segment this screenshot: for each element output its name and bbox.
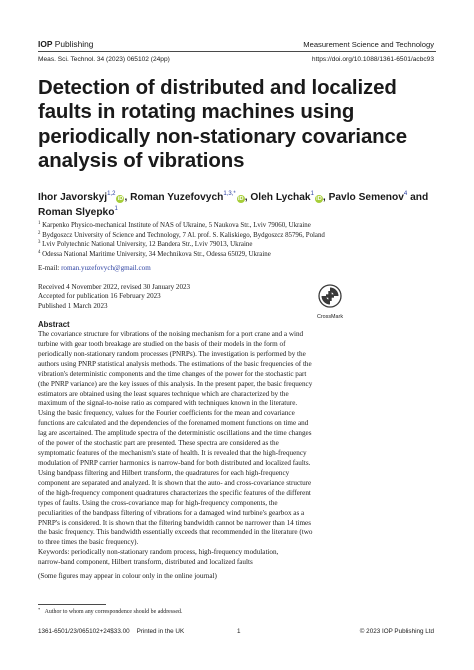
author-affiliation-ref[interactable]: 1,2 [107,191,116,197]
publication-dates [38,283,190,311]
author-name: Roman Yuzefovych [130,192,224,203]
affiliation-item [38,231,458,241]
affiliation-text: Odessa National Maritime University, 34 Mechnikova Str., Odessa 65029, Ukraine [40,251,271,259]
abstract-line: the basic frequency. This bandwidth essentially exceeds that recommended in the literature (two [38,528,313,537]
affiliation-number: 3 [38,240,41,246]
published-date: Published 1 March 2023 [38,301,108,310]
footer-printed: Printed in the UK [136,628,185,635]
author-name: Oleh Lychak [250,192,311,203]
author-affiliation-ref[interactable]: 4 [403,191,408,197]
email-line [38,264,151,272]
author-affiliation-ref[interactable]: 1 [310,191,314,197]
abstract-line: maximum of the signal-to-noise ratio as compared with techniques known in the literature. [38,399,298,408]
journal-name: Measurement Science and Technology [303,40,434,49]
author-name: Pavlo Semenov [328,192,404,203]
author-affiliation-ref[interactable]: 1,3,* [223,191,236,197]
abstract-line: modulation of PNRP carrier harmonics is narrow-band for both distributed and localized faults. [38,458,311,467]
affiliation-number: 2 [38,230,41,236]
orcid-icon[interactable]: iD [316,196,322,202]
keywords-line: narrow-band component, Hilbert transform, distributed and localized faults [38,557,253,566]
abstract-line: lag are ascertained. The amplitude spectra of the deterministic oscillations and the time changes [38,429,312,438]
correspondence-footnote [38,609,182,615]
affiliation-number: 1 [38,221,41,226]
copyright: © 2023 IOP Publishing Ltd [359,628,434,635]
abstract-line: The covariance structure for vibrations of the noising mechanism for a port crane and a wind [38,330,304,338]
affiliation-item [38,250,458,260]
received-date: Received 4 November 2022, revised 30 January 2023 [38,283,191,291]
colour-note: (Some figures may appear in colour only in the online journal) [38,572,217,580]
orcid-icon[interactable]: iD [237,196,244,202]
abstract-line: Using the basic frequency, values for the Fourier coefficients for the mean and covariance [38,409,295,418]
abstract-line: functions are calculated and the dependencies of the forenamed moment functions on time and [38,419,309,428]
footnote-text: Author to whom any correspondence should be addressed. [44,609,183,615]
affiliation-item [38,221,458,231]
crossmark-icon [318,284,342,308]
header-divider [38,51,436,52]
abstract-line: (the PNRP variance) are the key issues of this analysis. In the present paper, the basic frequency [38,379,313,388]
abstract-line: authors using PNRP statistical analysis methods. The estimations of the basic frequencies of the [38,359,312,368]
abstract-line: component are separated and analyzed. It is shown that the auto- and cross-covariance structure [38,478,312,487]
abstract-line: vibration's deterministic components and the time changes of the power for the stochastic part [38,369,307,378]
footnote-divider [38,604,106,605]
footer-issn: 1361-6501/23/065102+24$33.00 Printed in the UK [38,628,185,635]
author-list: Ihor Javorskyj$^{1,2}$iD, Roman Yuzefovych$^{1,3,*}$iD, Oleh Lychak$^1$iD, Pavlo Semenov$^4$ and Roman Slyepko$^1$ [38,191,429,218]
paper-title: Detection of distributed and localized faults in rotating machines using periodically non-stationary covariance analysis of vibrations [38,77,408,173]
keywords-line: Keywords: periodically non-stationary random process, high-frequency modulation, [38,548,279,556]
affiliations [38,221,458,260]
doi-link[interactable]: https://doi.org/10.1088/1361-6501/acbc93 [311,56,434,63]
page-number: 1 [237,628,241,635]
abstract-line: peculiarities of the bandpass filtering of vibrations for a damaged wind turbine's gearbox as a [38,508,305,517]
accepted-date: Accepted for publication 16 February 2023 [38,292,161,301]
orcid-icon[interactable]: iD [117,196,124,202]
abstract-line: periodically non-stationary random processes (PNRPs). The investigation is performed by the [38,349,306,358]
affiliation-text: Karpenko Physico-mechanical Institute of NAS of Ukraine, 5 Naukova Str., Lviv 79060, Ukraine [40,222,311,229]
citation: Meas. Sci. Technol. 34 (2023) 065102 (24pp) [38,56,170,63]
footnote-mark: * [38,607,41,612]
abstract-line: turbine with gear tooth breakage are studied on the basis of their models in the form of [38,339,286,348]
abstract-line: types of faults. Using the cross-covariance map for high-frequency components, the [38,498,278,507]
keywords [38,548,438,567]
crossmark-label: CrossMark [316,314,344,320]
abstract-line: of the high-frequency component quadratures characterizes the specific features of the different [38,488,311,497]
author-name: Ihor Javorskyj [38,192,108,203]
affiliation-number: 4 [38,250,41,256]
abstract-line: of the power of the stochastic part are presented. These spectra are considered as the [38,439,279,448]
publisher-logo: IOP Publishing [38,39,94,49]
email-link[interactable]: roman.yuzefovych@gmail.com [61,264,151,272]
crossmark-badge[interactable] [312,284,348,320]
abstract-text [38,330,438,548]
abstract-line: symptomatic features of the mechanism's state of health. It is revealed that the high-frequency [38,449,307,458]
author-affiliation-ref[interactable]: 1 [114,206,118,212]
affiliation-item [38,240,458,250]
affiliation-text: Lviv Polytechnic National University, 12 Bandera Str., Lviv 79013, Ukraine [40,241,253,249]
email-label: E-mail: [38,264,62,272]
author-name: and Roman Slyepko [38,192,429,218]
abstract-line: PNRP's is considered. It is shown that the filtering bandwidth cannot be narrower than 14 times [38,518,311,527]
abstract-heading: Abstract [38,320,70,329]
affiliation-text: Bydgoszcz University of Science and Technology, 7 Al. prof. S. Kaliskiego, Bydgoszcz 85796, Poland [40,231,325,239]
abstract-line: Using bandpass filtering and Hilbert transform, the quadratures for each high-frequency [38,468,290,477]
abstract-line: to three times the basic frequency). [38,538,139,547]
abstract-line: estimators are obtained using the least squares technique which are characterized by the [38,389,289,398]
